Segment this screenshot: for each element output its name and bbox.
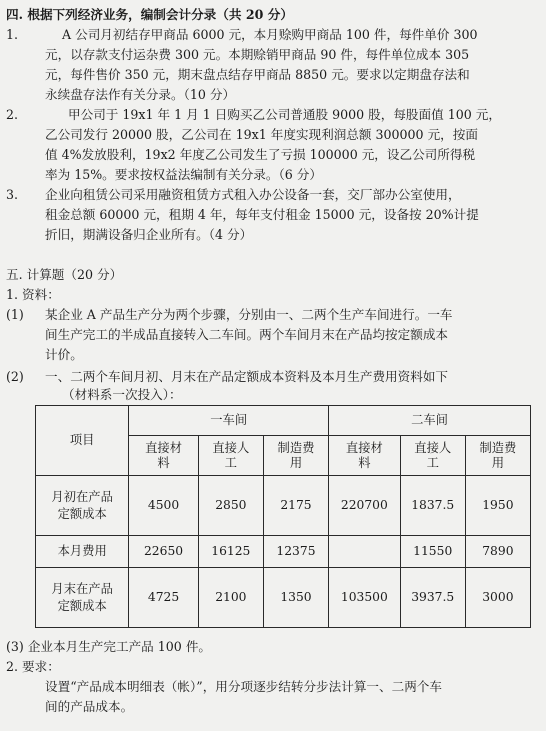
header-workshop-1: 一车间 <box>129 406 329 436</box>
header-w2-material: 直接材料 <box>329 436 401 476</box>
req-line-1: 设置“产品成本明细表（帐）”，用分项逐步结转分步法计算一、二两个车 <box>45 679 442 694</box>
table-cell: 7890 <box>465 536 530 568</box>
q1-line-3: 元，每件售价 350 元，期末盘点结存甲商品 8850 元。要求以定期盘存法和 <box>45 67 470 82</box>
cost-table <box>35 405 531 628</box>
q1-line-4: 永续盘存法作有关分录。（10 分） <box>45 87 236 102</box>
q2-line-1: 甲公司于 19x1 年 1 月 1 日购买乙公司普通股 9000 股，每股面值 100 元， <box>68 107 501 122</box>
section-5-title: 五. 计算题（20 分） <box>6 267 123 282</box>
header-w1-labor: 直接人工 <box>198 436 263 476</box>
table-cell: 22650 <box>129 536 198 568</box>
table-cell: 2850 <box>198 476 263 536</box>
table-cell: 4725 <box>129 568 198 628</box>
section-5-item-2: 2. 要求： <box>6 659 60 674</box>
q3-number: 3. <box>6 187 19 202</box>
header-workshop-2: 二车间 <box>329 406 531 436</box>
table-row <box>36 568 531 628</box>
p1-line-3: 计价。 <box>45 347 83 362</box>
table-row <box>36 476 531 536</box>
q1-line-2: 元，以存款支付运杂费 300 元。本期赊销甲商品 90 件，每件单位成本 305 <box>45 47 470 62</box>
section-5-item-1: 1. 资料： <box>6 287 60 302</box>
table-cell: 12375 <box>263 536 328 568</box>
table-cell: 1837.5 <box>400 476 465 536</box>
table-cell: 4500 <box>129 476 198 536</box>
header-item: 项目 <box>36 406 129 476</box>
q2-line-3: 值 4%发放股利，19x2 年度乙公司发生了亏损 100000 元，设乙公司所得税 <box>45 147 476 162</box>
header-w1-overhead: 制造费用 <box>263 436 328 476</box>
table-cell: 3937.5 <box>400 568 465 628</box>
p1-line-1: 某企业 A 产品生产分为两个步骤，分别由一、二两个生产车间进行。一车 <box>45 307 453 322</box>
table-header-row-1 <box>36 406 531 436</box>
q2-line-4: 率为 15%。要求按权益法编制有关分录。（6 分） <box>45 167 322 182</box>
table-cell <box>329 536 401 568</box>
p2-line-1: 一、二两个车间月初、月末在产品定额成本资料及本月生产费用资料如下 <box>45 369 448 384</box>
q1-line-1: A 公司月初结存甲商品 6000 元，本月赊购甲商品 100 件，每件单价 300 <box>62 27 478 42</box>
table-cell: 103500 <box>329 568 401 628</box>
header-w2-overhead: 制造费用 <box>465 436 530 476</box>
req-line-2: 间的产品成本。 <box>45 699 134 714</box>
header-w1-material: 直接材料 <box>129 436 198 476</box>
q3-line-2: 租金总额 60000 元，租期 4 年，每年支付租金 15000 元，设备按 20%计提 <box>45 207 479 222</box>
q3-line-3: 折旧，期满设备归企业所有。（4 分） <box>45 227 253 242</box>
table-cell: 1350 <box>263 568 328 628</box>
q1-number: 1. <box>6 27 19 42</box>
section-4-title: 四. 根据下列经济业务，编制会计分录（共 20 分） <box>6 7 293 22</box>
header-w2-labor: 直接人工 <box>400 436 465 476</box>
p1-line-2: 间生产完工的半成品直接转入二车间。两个车间月末在产品均按定额成本 <box>45 327 448 342</box>
table-row <box>36 536 531 568</box>
table-cell: 3000 <box>465 568 530 628</box>
p2-number: (2) <box>6 369 24 384</box>
row-label-current: 本月费用 <box>36 536 129 568</box>
q2-line-2: 乙公司发行 20000 股，乙公司在 19x1 年度实现利润总额 300000 元，按面 <box>45 127 478 142</box>
table-cell: 11550 <box>400 536 465 568</box>
q3-line-1: 企业向租赁公司采用融资租赁方式租入办公设备一套，交厂部办公室使用， <box>45 187 461 202</box>
p1-number: (1) <box>6 307 24 322</box>
table-cell: 16125 <box>198 536 263 568</box>
table-cell: 220700 <box>329 476 401 536</box>
p2-line-2: （材料系一次投入）： <box>62 387 182 402</box>
row-label-opening: 月初在产品定额成本 <box>36 476 129 536</box>
row-label-closing: 月末在产品定额成本 <box>36 568 129 628</box>
table-cell: 2100 <box>198 568 263 628</box>
table-cell: 2175 <box>263 476 328 536</box>
table-cell: 1950 <box>465 476 530 536</box>
p3-line: (3) 企业本月生产完工产品 100 件。 <box>6 639 212 654</box>
q2-number: 2. <box>6 107 19 122</box>
